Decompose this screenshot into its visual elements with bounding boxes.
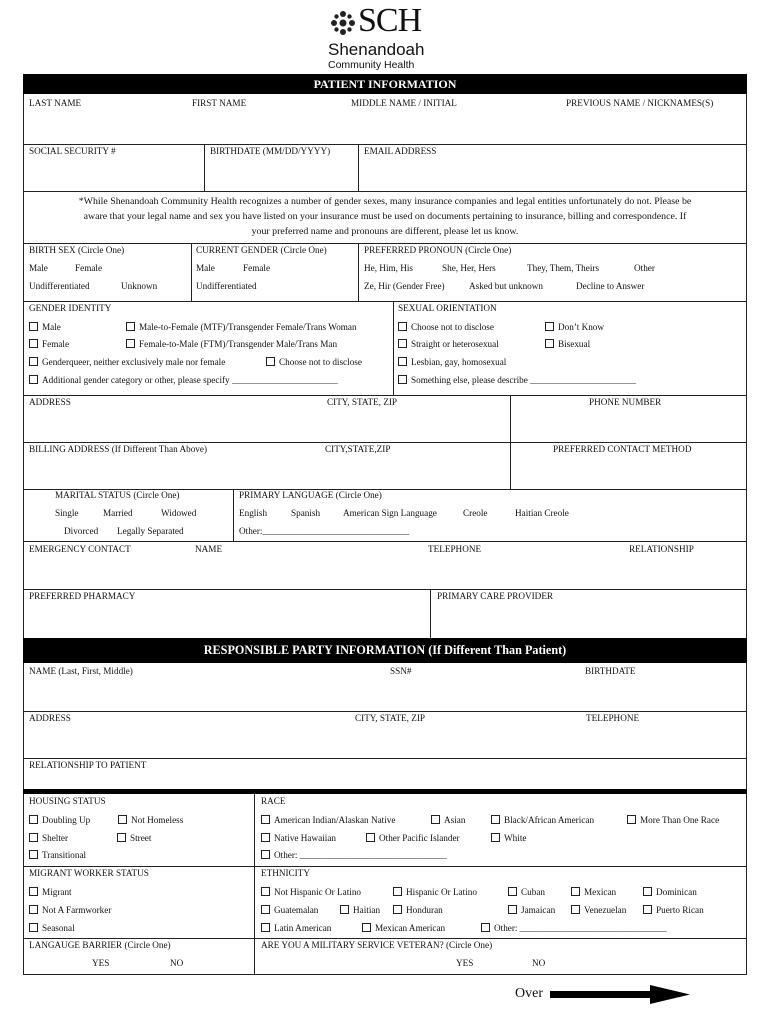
checkbox[interactable] <box>362 923 371 932</box>
logo-subname: Community Health <box>328 59 415 71</box>
migrant-worker-label: MIGRANT WORKER STATUS <box>29 868 149 878</box>
current-gender-undifferentiated[interactable]: Undifferentiated <box>196 281 257 291</box>
responsible-party-header: RESPONSIBLE PARTY INFORMATION (If Different Than Patient) <box>23 638 747 663</box>
housing-shelter-option[interactable]: Shelter <box>29 833 68 843</box>
checkbox[interactable] <box>261 905 270 914</box>
checkbox[interactable] <box>545 339 554 348</box>
eth-haitian-option[interactable]: Haitian <box>340 905 380 915</box>
pronoun-he[interactable]: He, Him, His <box>364 263 413 273</box>
birth-sex-label: BIRTH SEX (Circle One) <box>29 245 125 255</box>
gi-ftm-option[interactable]: Female-to-Male (FTM)/Transgender Male/Trans Man <box>126 339 337 349</box>
so-straight-option[interactable]: Straight or heterosexual <box>398 339 499 349</box>
birthdate-input[interactable] <box>205 158 357 190</box>
previous-name-label: PREVIOUS NAME / NICKNAMES(S) <box>566 98 714 108</box>
checkbox[interactable] <box>481 923 490 932</box>
rp-address-label: ADDRESS <box>29 713 71 723</box>
pronoun-asked[interactable]: Asked but unknown <box>469 281 544 291</box>
notice-line-1: *While Shenandoah Community Health recognizes a number of gender sexes, many insurance companies and legal entities unfortunately do not. Please be <box>78 196 692 207</box>
so-lesbian-option[interactable]: Lesbian, gay, homosexual <box>398 357 506 367</box>
housing-street-option[interactable]: Street <box>117 833 151 843</box>
eth-venezuelan-option[interactable]: Venezuelan <box>571 905 626 915</box>
pronoun-they[interactable]: They, Them, Theirs <box>527 263 600 273</box>
address-label: ADDRESS <box>29 397 71 407</box>
patient-information-header: PATIENT INFORMATION <box>23 74 747 94</box>
email-input[interactable] <box>359 158 745 190</box>
veteran-yes[interactable]: YES <box>456 958 474 968</box>
middle-name-label: MIDDLE NAME / INITIAL <box>351 98 457 108</box>
eth-honduran-option[interactable]: Honduran <box>393 905 443 915</box>
emergency-name-label: NAME <box>195 544 223 554</box>
over-label: Over <box>515 986 543 1001</box>
checkbox[interactable] <box>117 833 126 842</box>
checkbox[interactable] <box>29 887 38 896</box>
rp-relationship-label: RELATIONSHIP TO PATIENT <box>29 760 147 770</box>
gi-mtf-option[interactable]: Male-to-Female (MTF)/Transgender Female/Trans Woman <box>126 322 357 332</box>
email-label: EMAIL ADDRESS <box>364 146 437 156</box>
preferred-contact-label: PREFERRED CONTACT METHOD <box>553 444 692 454</box>
checkbox[interactable] <box>29 322 38 331</box>
emergency-relationship-label: RELATIONSHIP <box>629 544 694 554</box>
pharmacy-label: PREFERRED PHARMACY <box>29 591 136 601</box>
billing-city-label: CITY,STATE,ZIP <box>325 444 391 454</box>
eth-cuban-option[interactable]: Cuban <box>508 887 545 897</box>
current-gender-label: CURRENT GENDER (Circle One) <box>196 245 327 255</box>
checkbox[interactable] <box>261 850 270 859</box>
notice-line-2: aware that your legal name and sex you have listed on your insurance must be used on documents pertaining to insurance, billing and correspondence. If <box>83 211 687 222</box>
emergency-contact-label: EMERGENCY CONTACT <box>29 544 131 554</box>
not-farmworker-option[interactable]: Not A Farmworker <box>29 905 111 915</box>
city-state-zip-label: CITY, STATE, ZIP <box>327 397 398 407</box>
checkbox[interactable] <box>508 905 517 914</box>
checkbox[interactable] <box>398 322 407 331</box>
veteran-no[interactable]: NO <box>532 958 546 968</box>
language-barrier-label: LANGAUGE BARRIER (Circle One) <box>29 940 171 950</box>
checkbox[interactable] <box>571 905 580 914</box>
eth-latin-american-option[interactable]: Latin American <box>261 923 331 933</box>
marital-single[interactable]: Single <box>55 508 79 518</box>
eth-hispanic-option[interactable]: Hispanic Or Latino <box>393 887 477 897</box>
seasonal-option[interactable]: Seasonal <box>29 923 75 933</box>
race-hawaiian-option[interactable]: Native Hawaiian <box>261 833 336 843</box>
housing-not-homeless-option[interactable]: Not Homeless <box>118 815 183 825</box>
logo-flower-icon <box>328 8 358 38</box>
pronoun-she[interactable]: She, Her, Hers <box>442 263 496 273</box>
eth-mexican-american-option[interactable]: Mexican American <box>362 923 445 933</box>
checkbox[interactable] <box>261 923 270 932</box>
marital-married[interactable]: Married <box>103 508 133 518</box>
logo-name: Shenandoah <box>328 40 425 59</box>
language-haitian-creole[interactable]: Haitian Creole <box>515 508 569 518</box>
race-american-indian-option[interactable]: American Indian/Alaskan Native <box>261 815 395 825</box>
housing-status-label: HOUSING STATUS <box>29 796 106 806</box>
pronoun-decline[interactable]: Decline to Answer <box>576 281 645 291</box>
phone-number-label: PHONE NUMBER <box>589 397 662 407</box>
checkbox[interactable] <box>431 815 440 824</box>
checkbox[interactable] <box>29 375 38 384</box>
eth-mexican-option[interactable]: Mexican <box>571 887 616 897</box>
checkbox[interactable] <box>29 339 38 348</box>
eth-not-hispanic-option[interactable]: Not Hispanic Or Latino <box>261 887 361 897</box>
birth-sex-female[interactable]: Female <box>75 263 103 273</box>
so-bisexual-option[interactable]: Bisexual <box>545 339 590 349</box>
checkbox[interactable] <box>126 322 135 331</box>
arrow-right-icon <box>548 985 698 1005</box>
checkbox[interactable] <box>393 905 402 914</box>
checkbox[interactable] <box>340 905 349 914</box>
current-gender-female[interactable]: Female <box>243 263 271 273</box>
ssn-label: SOCIAL SECURITY # <box>29 146 116 156</box>
sexual-orientation-label: SEXUAL ORIENTATION <box>398 303 497 313</box>
language-asl[interactable]: American Sign Language <box>343 508 437 518</box>
gi-male-option[interactable]: Male <box>29 322 61 332</box>
birthdate-label: BIRTHDATE (MM/DD/YYYY) <box>210 146 331 156</box>
checkbox[interactable] <box>29 815 38 824</box>
gi-female-option[interactable]: Female <box>29 339 69 349</box>
checkbox[interactable] <box>643 905 652 914</box>
checkbox[interactable] <box>261 833 270 842</box>
preferred-contact-input[interactable] <box>511 456 745 488</box>
birth-sex-male[interactable]: Male <box>29 263 48 273</box>
pronoun-label: PREFERRED PRONOUN (Circle One) <box>364 245 512 255</box>
race-label: RACE <box>261 796 286 806</box>
name-input-area[interactable] <box>24 110 746 144</box>
checkbox[interactable] <box>266 357 275 366</box>
language-creole[interactable]: Creole <box>463 508 488 518</box>
logo <box>324 2 454 71</box>
language-english[interactable]: English <box>239 508 268 518</box>
checkbox[interactable] <box>29 357 38 366</box>
so-choose-not-option[interactable]: Choose not to disclose <box>398 322 494 332</box>
gi-choose-not-option[interactable]: Choose not to disclose <box>266 357 362 367</box>
current-gender-male[interactable]: Male <box>196 263 215 273</box>
eth-guatemalan-option[interactable]: Guatemalan <box>261 905 318 915</box>
eth-other-option[interactable]: Other: ________________________________ <box>481 923 667 933</box>
pharmacy-input[interactable] <box>24 603 429 637</box>
billing-address-label: BILLING ADDRESS (If Different Than Above) <box>29 444 208 454</box>
emergency-contact-input[interactable] <box>24 556 746 589</box>
birth-sex-unknown[interactable]: Unknown <box>121 281 158 291</box>
last-name-label: LAST NAME <box>29 98 82 108</box>
checkbox[interactable] <box>571 887 580 896</box>
checkbox[interactable] <box>126 339 135 348</box>
ssn-input[interactable] <box>24 158 203 190</box>
race-black-option[interactable]: Black/African American <box>491 815 594 825</box>
marital-separated[interactable]: Legally Separated <box>117 526 184 536</box>
checkbox[interactable] <box>118 815 127 824</box>
checkbox[interactable] <box>29 833 38 842</box>
checkbox[interactable] <box>398 339 407 348</box>
checkbox[interactable] <box>398 357 407 366</box>
notice-line-3: your preferred name and pronouns are different, please let us know. <box>251 226 519 237</box>
pronoun-other[interactable]: Other <box>634 263 655 273</box>
checkbox[interactable] <box>261 815 270 824</box>
first-name-label: FIRST NAME <box>192 98 247 108</box>
checkbox[interactable] <box>398 375 407 384</box>
pronoun-ze[interactable]: Ze, Hir (Gender Free) <box>364 281 445 291</box>
checkbox[interactable] <box>261 887 270 896</box>
migrant-option[interactable]: Migrant <box>29 887 72 897</box>
rp-name-label: NAME (Last, First, Middle) <box>29 666 133 676</box>
checkbox[interactable] <box>491 833 500 842</box>
language-barrier-no[interactable]: NO <box>170 958 184 968</box>
race-asian-option[interactable]: Asian <box>431 815 465 825</box>
race-other-option[interactable]: Other: ________________________________ <box>261 850 447 860</box>
marital-status-label: MARITAL STATUS (Circle One) <box>55 490 180 500</box>
gender-identity-label: GENDER IDENTITY <box>29 303 112 313</box>
logo-letters: SCH <box>358 2 422 39</box>
billing-address-input[interactable] <box>24 456 509 488</box>
checkbox[interactable] <box>29 850 38 859</box>
birth-sex-undifferentiated[interactable]: Undifferentiated <box>29 281 90 291</box>
marital-divorced[interactable]: Divorced <box>64 526 99 536</box>
language-other[interactable]: Other:________________________________ <box>239 526 410 536</box>
marital-widowed[interactable]: Widowed <box>161 508 197 518</box>
language-spanish[interactable]: Spanish <box>291 508 321 518</box>
housing-doubling-option[interactable]: Doubling Up <box>29 815 90 825</box>
rp-name-input[interactable] <box>24 678 746 711</box>
pcp-label: PRIMARY CARE PROVIDER <box>437 591 554 601</box>
race-more-than-one-option[interactable]: More Than One Race <box>627 815 719 825</box>
checkbox[interactable] <box>29 923 38 932</box>
checkbox[interactable] <box>545 322 554 331</box>
so-dont-know-option[interactable]: Don’t Know <box>545 322 604 332</box>
eth-jamaican-option[interactable]: Jamaican <box>508 905 555 915</box>
eth-puerto-rican-option[interactable]: Puerto Rican <box>643 905 704 915</box>
emergency-telephone-label: TELEPHONE <box>428 544 482 554</box>
rp-address-input[interactable] <box>24 725 746 758</box>
checkbox[interactable] <box>643 887 652 896</box>
pcp-input[interactable] <box>431 603 745 637</box>
checkbox[interactable] <box>366 833 375 842</box>
housing-transitional-option[interactable]: Transitional <box>29 850 86 860</box>
ethnicity-label: ETHNICITY <box>261 868 310 878</box>
checkbox[interactable] <box>29 905 38 914</box>
gi-genderqueer-option[interactable]: Genderqueer, neither exclusively male nor female <box>29 357 225 367</box>
checkbox[interactable] <box>627 815 636 824</box>
race-pacific-option[interactable]: Other Pacific Islander <box>366 833 460 843</box>
so-something-else-option[interactable]: Something else, please describe _______________________ <box>398 375 636 385</box>
rp-city-state-zip-label: CITY, STATE, ZIP <box>355 713 426 723</box>
rp-ssn-label: SSN# <box>390 666 412 676</box>
rp-birthdate-label: BIRTHDATE <box>585 666 636 676</box>
gi-additional-option[interactable]: Additional gender category or other, please specify _______________________ <box>29 375 338 385</box>
checkbox[interactable] <box>491 815 500 824</box>
rp-relationship-input[interactable] <box>24 772 746 788</box>
rp-telephone-label: TELEPHONE <box>586 713 640 723</box>
veteran-label: ARE YOU A MILITARY SERVICE VETERAN? (Circle One) <box>261 940 493 950</box>
checkbox[interactable] <box>508 887 517 896</box>
language-barrier-yes[interactable]: YES <box>92 958 110 968</box>
eth-dominican-option[interactable]: Dominican <box>643 887 697 897</box>
primary-language-label: PRIMARY LANGUAGE (Circle One) <box>239 490 382 500</box>
checkbox[interactable] <box>393 887 402 896</box>
race-white-option[interactable]: White <box>491 833 526 843</box>
phone-input[interactable] <box>511 409 745 441</box>
address-input[interactable] <box>24 409 509 441</box>
